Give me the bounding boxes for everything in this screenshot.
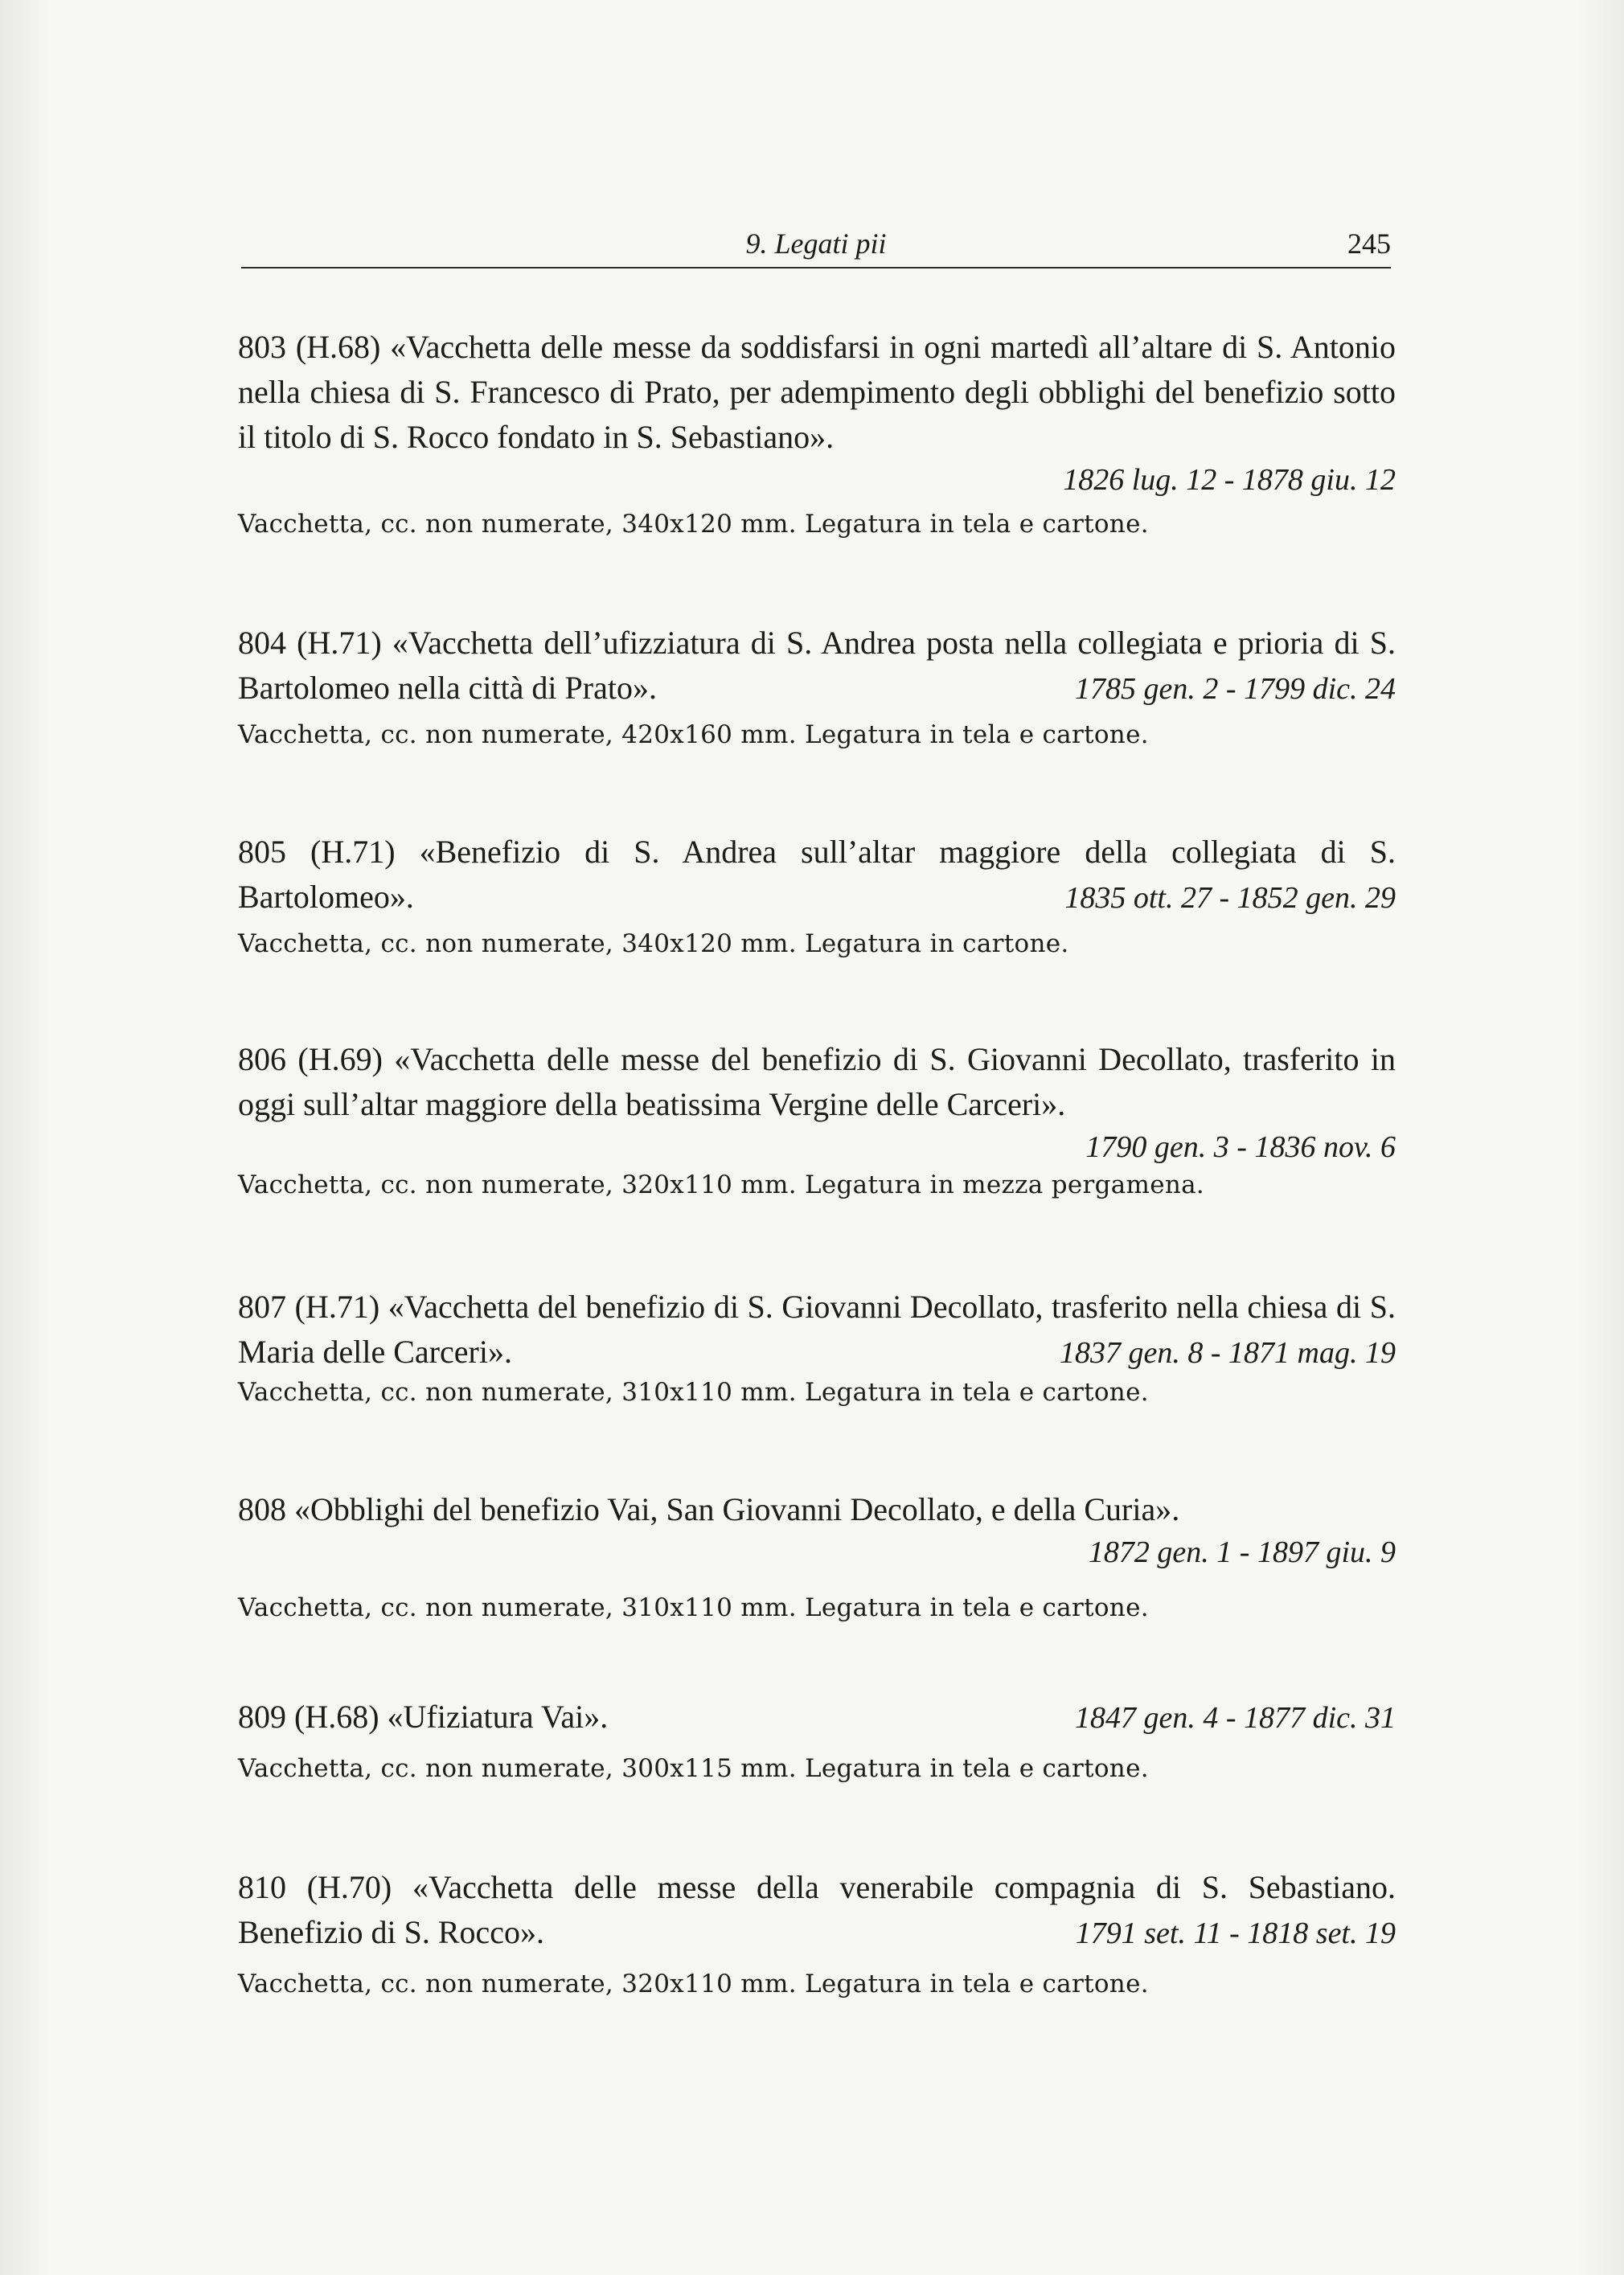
entry-text: 805 (H.71) «Benefizio di S. Andrea sull’altar maggiore della collegiata di S. Bartolomeo». <box>238 834 1396 915</box>
entry-807 <box>238 1285 1396 1410</box>
running-header <box>241 227 1391 268</box>
entry-804 <box>238 621 1396 752</box>
running-title: 9. Legati pii <box>745 228 887 260</box>
entry-805 <box>238 830 1396 961</box>
entry-description: Vacchetta, cc. non numerate, 310x110 mm. Legatura in tela e cartone. <box>238 1593 1149 1622</box>
entry-text: 810 (H.70) «Vacchetta delle messe della venerabile compagnia di S. Sebastiano. Benefizio di S. Rocco». <box>238 1869 1396 1950</box>
entry-809 <box>238 1695 1396 1786</box>
entry-date: 1826 lug. 12 - 1878 giu. 12 <box>1063 463 1396 497</box>
entry-text: 808 «Obblighi del benefizio Vai, San Giovanni Decollato, e della Curia». <box>238 1491 1180 1527</box>
entry-date: 1790 gen. 3 - 1836 nov. 6 <box>1085 1130 1396 1164</box>
entry-810 <box>238 1865 1396 2002</box>
entry-text: 807 (H.71) «Vacchetta del benefizio di S. Giovanni Decollato, trasferito nella chiesa di S. Maria delle Carceri». <box>238 1289 1396 1370</box>
entry-description: Vacchetta, cc. non numerate, 300x115 mm. Legatura in tela e cartone. <box>238 1754 1149 1783</box>
entry-date: 1791 set. 11 - 1818 set. 19 <box>1075 1916 1396 1950</box>
entry-text: 803 (H.68) «Vacchetta delle messe da soddisfarsi in ogni martedì all’altare di S. Antonio nella chiesa di S. Francesco di Prato, per adempimento degli obblighi del benefizio sotto il titolo di S. Rocco fondato in S. Sebastiano». <box>238 329 1396 455</box>
entry-description: Vacchetta, cc. non numerate, 320x110 mm. Legatura in mezza pergamena. <box>238 1170 1205 1199</box>
entry-808 <box>238 1487 1396 1625</box>
entry-text: 809 (H.68) «Ufiziatura Vai». <box>238 1699 609 1735</box>
entry-text: 806 (H.69) «Vacchetta delle messe del benefizio di S. Giovanni Decollato, trasferito in oggi sull’altar maggiore della beatissima Vergine delle Carceri». <box>238 1041 1396 1122</box>
entry-description: Vacchetta, cc. non numerate, 420x160 mm. Legatura in tela e cartone. <box>238 720 1149 749</box>
entry-description: Vacchetta, cc. non numerate, 340x120 mm. Legatura in tela e cartone. <box>238 510 1149 539</box>
entry-description: Vacchetta, cc. non numerate, 310x110 mm. Legatura in tela e cartone. <box>238 1378 1149 1407</box>
page-number: 245 <box>1347 228 1391 260</box>
entry-803 <box>238 325 1396 542</box>
entry-806 <box>238 1037 1396 1203</box>
entry-date: 1835 ott. 27 - 1852 gen. 29 <box>1064 881 1396 915</box>
entry-date: 1837 gen. 8 - 1871 mag. 19 <box>1060 1336 1396 1370</box>
entry-description: Vacchetta, cc. non numerate, 340x120 mm. Legatura in cartone. <box>238 929 1069 958</box>
entry-date: 1872 gen. 1 - 1897 giu. 9 <box>1088 1535 1396 1569</box>
entry-date: 1785 gen. 2 - 1799 dic. 24 <box>1075 672 1396 706</box>
entry-text: 804 (H.71) «Vacchetta dell’ufizziatura di S. Andrea posta nella collegiata e prioria di S. Bartolomeo nella città di Prato». <box>238 625 1396 706</box>
entry-date: 1847 gen. 4 - 1877 dic. 31 <box>1075 1701 1396 1735</box>
entry-description: Vacchetta, cc. non numerate, 320x110 mm. Legatura in tela e cartone. <box>238 1970 1149 1998</box>
